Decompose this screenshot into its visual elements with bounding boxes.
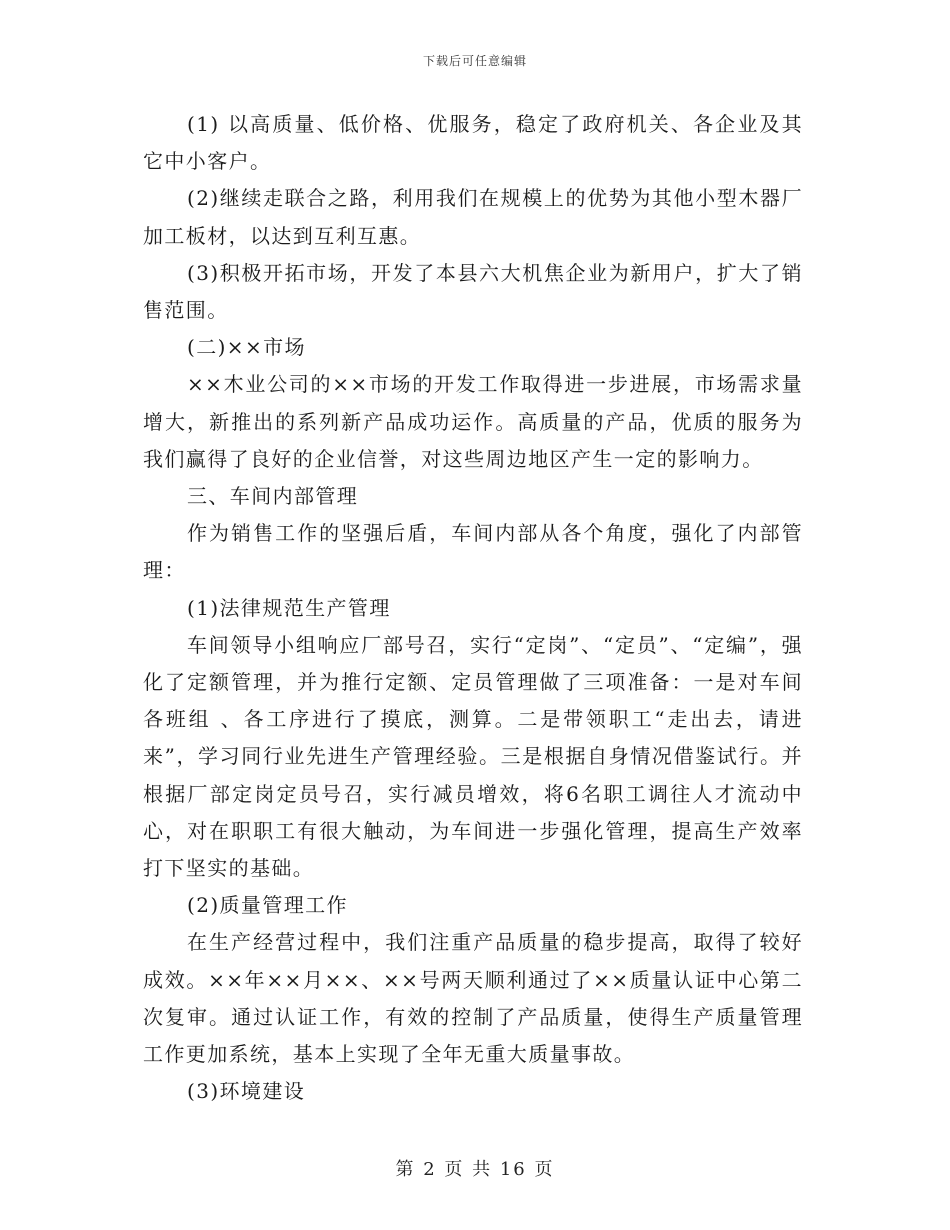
subheading-quality-management: (2)质量管理工作 (187, 893, 348, 918)
paragraph-item-1: (1) 以高质量、低价格、优服务，稳定了政府机关、各企业及其它中小客户。 (143, 112, 803, 174)
subheading-environment: (3)环境建设 (187, 1079, 306, 1104)
paragraph-workshop-intro: 作为销售工作的坚强后盾，车间内部从各个角度，强化了内部管理： (143, 521, 803, 583)
subheading-production-management: (1)法律规范生产管理 (187, 595, 391, 620)
paragraph-item-2: (2)继续走联合之路，利用我们在规模上的优势为其他小型木器厂加工板材，以达到互利互惠。 (143, 186, 803, 248)
document-body (143, 106, 803, 1110)
page-header: 下载后可任意编辑 (422, 54, 527, 68)
section-heading-market: (二)××市场 (187, 335, 306, 360)
paragraph-quality-management: 在生产经营过程中，我们注重产品质量的稳步提高，取得了较好成效。××年××月××、××号两天顺利通过了××质量认证中心第二次复审。通过认证工作，有效的控制了产品质量，使得生产质量管理工作更加系统，基本上实现了全年无重大质量事故。 (143, 930, 803, 1067)
paragraph-item-3: (3)积极开拓市场，开发了本县六大机焦企业为新用户，扩大了销售范围。 (143, 260, 803, 323)
section-heading-workshop: 三、车间内部管理 (187, 484, 359, 509)
page-footer: 第 2 页 共 16 页 (395, 1159, 555, 1180)
paragraph-market: ××木业公司的××市场的开发工作取得进一步进展，市场需求量增大，新推出的系列新产品成功运作。高质量的产品，优质的服务为我们赢得了良好的企业信誉，对这些周边地区产生一定的影响力。 (143, 372, 803, 471)
paragraph-production-management: 车间领导小组响应厂部号召，实行“定岗”、“定员”、“定编”，强化了定额管理，并为推行定额、定员管理做了三项准备：一是对车间各班组 、各工序进行了摸底，测算。二是带领职工“走出去，请进来”，学习同行业先进生产管理经验。三是根据自身情况借鉴试行。并根据厂部定岗定员号召，实行减员增效，将6名职工调往人才流动中心，对在职职工有很大触动，为车间进一步强化管理，提高生产效率打下坚实的基础。 (143, 632, 803, 881)
